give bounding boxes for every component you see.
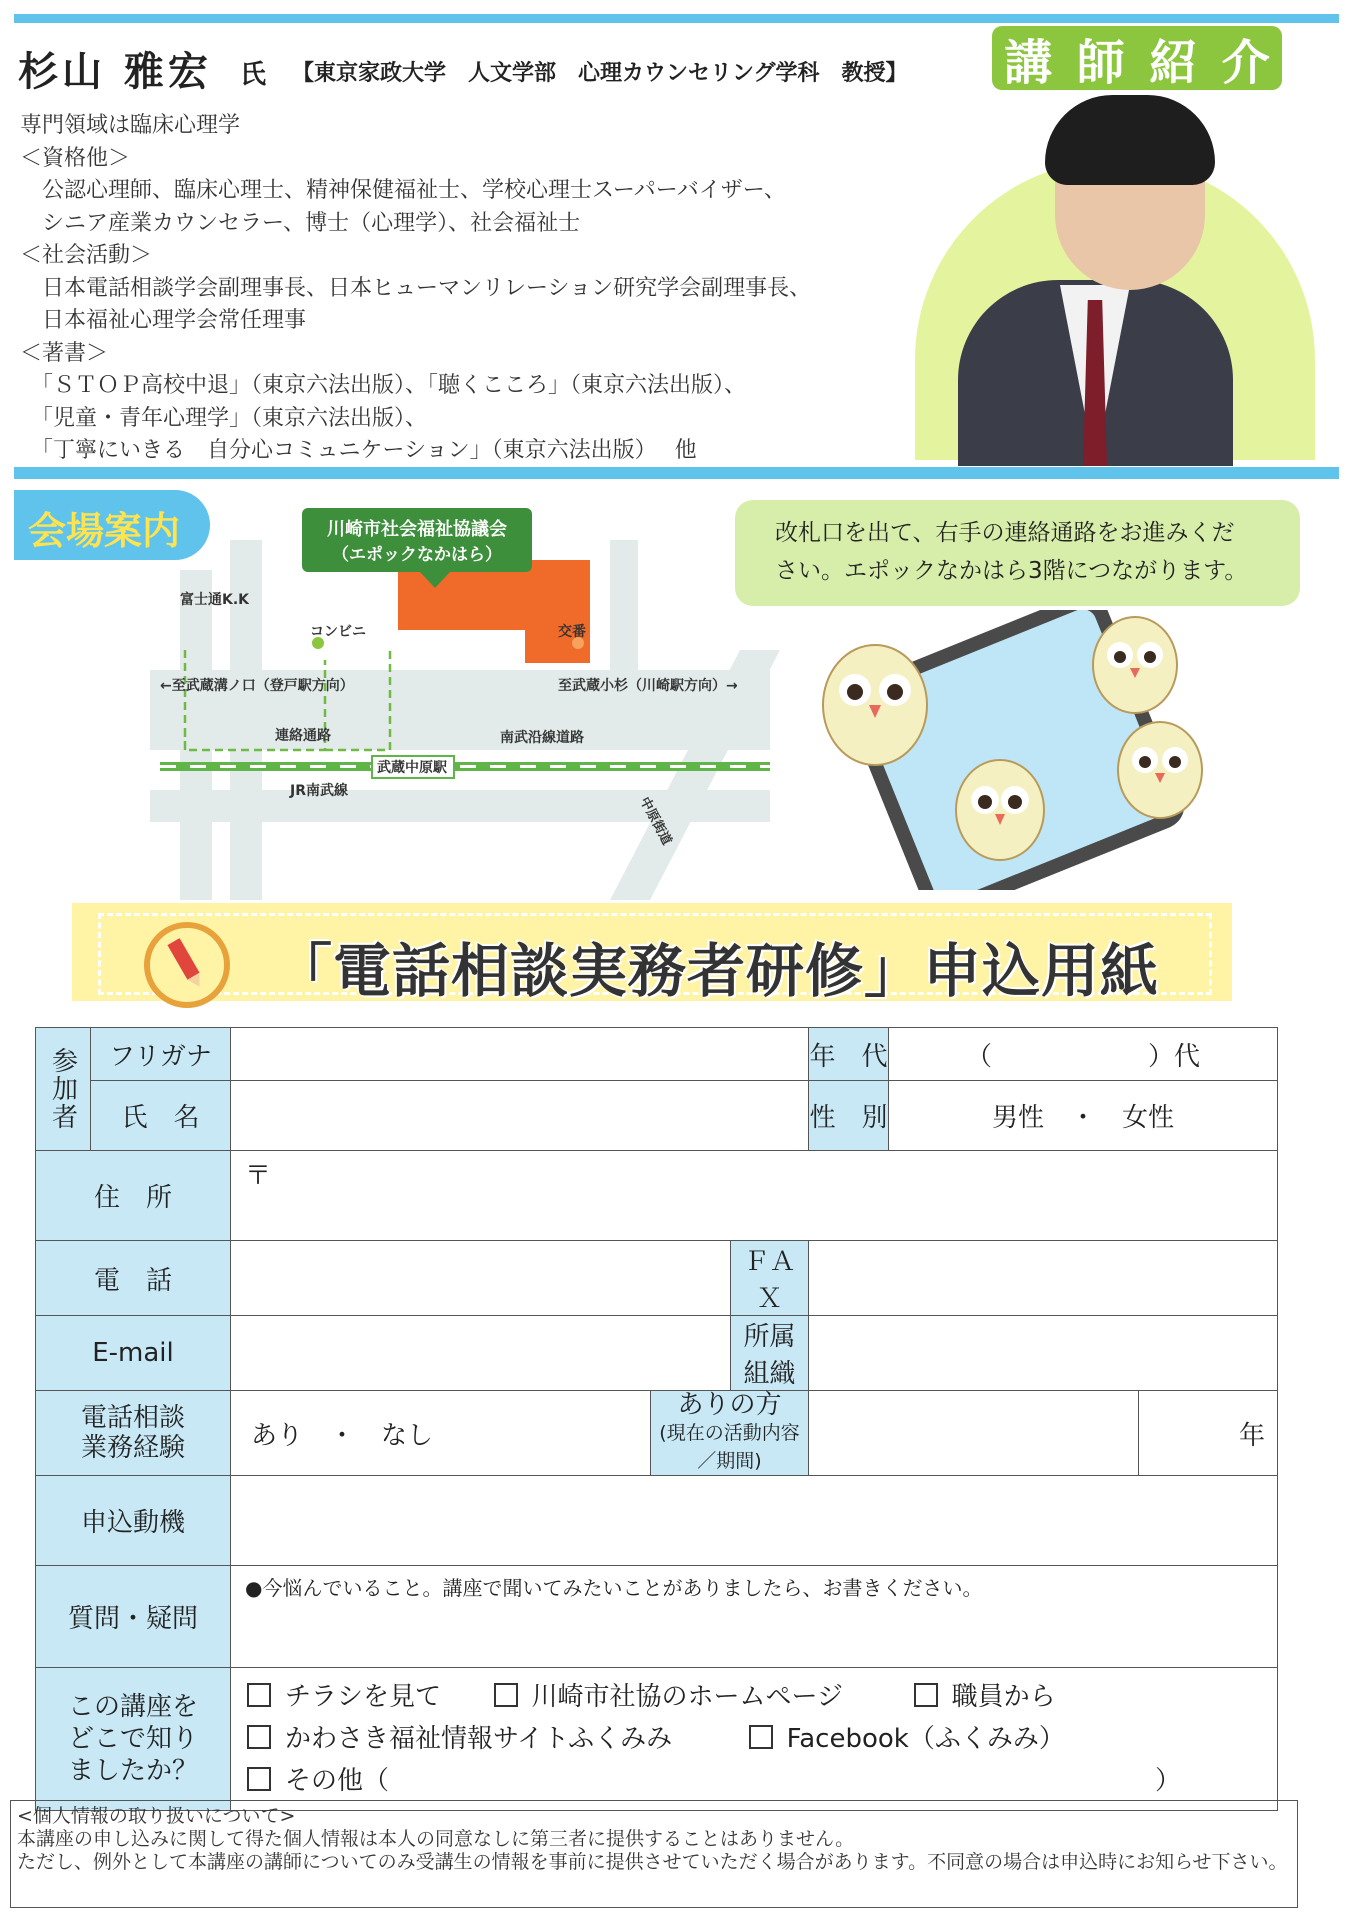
venue-map	[150, 500, 780, 900]
checkbox-icon	[749, 1725, 773, 1749]
furigana-label: フリガナ	[91, 1028, 231, 1081]
map-label: 南武沿線道路	[500, 730, 584, 746]
checkbox-other[interactable]	[247, 1766, 389, 1796]
experience-options[interactable]: あり ・ なし	[231, 1391, 651, 1476]
map-label: JR南武線	[290, 783, 348, 799]
gender-label: 性 別	[809, 1081, 889, 1151]
age-input[interactable]: （ ）代	[889, 1028, 1278, 1081]
pencil-icon	[144, 922, 230, 1008]
checkbox-icon	[247, 1725, 271, 1749]
map-label: ←至武蔵溝ノ口（登戸駅方向）	[160, 678, 354, 694]
phone-input[interactable]	[231, 1241, 731, 1316]
name-input[interactable]	[231, 1081, 809, 1151]
instructor-honorific: 氏	[240, 60, 267, 90]
checkbox-icon	[494, 1683, 518, 1707]
map-label: コンビニ	[310, 624, 366, 640]
other-close-paren: ）	[1155, 1766, 1182, 1796]
checkbox-label: チラシを見て	[285, 1682, 442, 1712]
map-label: 至武蔵小杉（川崎駅方向）→	[558, 678, 738, 694]
email-input[interactable]	[231, 1316, 731, 1391]
checkbox-flyer[interactable]	[247, 1682, 441, 1712]
map-label: 富士通K.K	[180, 592, 250, 608]
top-divider	[14, 14, 1339, 23]
age-label: 年 代	[809, 1028, 889, 1081]
instructor-bio: 専門領域は臨床心理学 ＜資格他＞ 公認心理師、臨床心理士、精神保健福祉士、学校心理士スーパーバイザー、 シニア産業カウンセラー、博士（心理学）、社会福祉士 ＜社会活動＞ 日本電話相談学会副理事長、日本ヒューマンリレーション研究学会副理事長、 日本福祉心理学会常任理事 ＜著書＞ 「ＳＴＯＰ高校中退」（東京六法出版）、「聴くこころ」（東京六法出版）、 「児童・青年心理学」（東京六法出版）、 「丁寧にいきる 自分心コミュニケーション」（東京六法出版） 他	[20, 113, 812, 463]
owl-icon	[956, 760, 1044, 860]
map-label: 川崎市社会福祉協議会	[327, 519, 507, 540]
checkbox-icon	[914, 1683, 938, 1707]
experience-label	[36, 1391, 231, 1476]
application-form	[35, 1027, 1278, 1811]
checkbox-icon	[247, 1683, 271, 1707]
org-label: 所属組織	[731, 1316, 809, 1391]
furigana-input[interactable]	[231, 1028, 809, 1081]
checkbox-homepage[interactable]	[494, 1682, 843, 1712]
checkbox-fukumimi-site[interactable]	[247, 1724, 672, 1754]
experience-label-line: 電話相談	[80, 1403, 185, 1433]
gender-options[interactable]: 男性 ・ 女性	[889, 1081, 1278, 1151]
checkbox-label: 職員から	[951, 1682, 1056, 1712]
questions-hint: ●今悩んでいること。講座で聞いてみたいことがありましたら、お書きください。	[245, 1576, 983, 1600]
source-label-line: ましたか？	[67, 1756, 198, 1786]
checkbox-staff[interactable]	[914, 1682, 1056, 1712]
participant-label: 参加者	[36, 1028, 91, 1151]
source-label	[36, 1668, 231, 1811]
photo-hair	[1045, 95, 1215, 185]
experience-detail-input[interactable]	[809, 1391, 1139, 1476]
privacy-line: ただし、例外として本講座の講師についてのみ受講生の情報を事前に提供させていただく場合があります。不同意の場合は申込時にお知らせ下さい。	[17, 1851, 1288, 1873]
source-label-line: どこで知り	[67, 1724, 198, 1754]
checkbox-label: かわさき福祉情報サイトふくみみ	[285, 1724, 673, 1754]
source-options	[231, 1668, 1278, 1811]
map-label: （エポックなかはら）	[332, 545, 502, 565]
name-label: 氏 名	[91, 1081, 231, 1151]
map-label: 武蔵中原駅	[377, 760, 447, 776]
smartphone-owls-illustration	[805, 610, 1225, 890]
address-label: 住 所	[36, 1151, 231, 1241]
questions-label: 質問・疑問	[36, 1566, 231, 1668]
title-char: 師	[1076, 34, 1125, 91]
instructor-section-title	[992, 26, 1282, 90]
experience-years[interactable]: 年	[1139, 1391, 1278, 1476]
checkbox-label: その他（	[285, 1766, 390, 1796]
directions-text: 改札口を出て、右手の連絡通路をお進みくだ さい。エポックなかはら3階につながります。	[775, 520, 1248, 584]
checkbox-label: 川崎市社協のホームページ	[531, 1682, 844, 1712]
source-option-row	[247, 1718, 1261, 1760]
venue-title: 会場案内	[28, 509, 181, 553]
experience-detail-line: (現在の活動内容／期間)	[659, 1422, 800, 1472]
fax-label: ＦＡＸ	[731, 1241, 809, 1316]
source-option-row	[247, 1760, 1261, 1802]
email-label: E-mail	[36, 1316, 231, 1391]
experience-detail-label	[651, 1391, 809, 1476]
checkbox-label: Facebook（ふくみみ）	[786, 1724, 1065, 1754]
questions-input[interactable]	[231, 1566, 1278, 1668]
privacy-title: <個人情報の取り扱いについて>	[17, 1805, 296, 1827]
motive-input[interactable]	[231, 1476, 1278, 1566]
title-char: 介	[1221, 34, 1270, 91]
form-title: 「電話相談実務者研修」申込用紙	[274, 937, 1160, 1005]
privacy-notice	[10, 1800, 1298, 1908]
motive-label: 申込動機	[36, 1476, 231, 1566]
experience-detail-line: ありの方	[677, 1390, 782, 1420]
instructor-affiliation: 【東京家政大学 人文学部 心理カウンセリング学科 教授】	[292, 61, 908, 86]
mid-divider	[14, 467, 1339, 479]
privacy-line: 本講座の申し込みに関して得た個人情報は本人の同意なしに第三者に提供することはありません。	[17, 1828, 855, 1850]
title-char: 紹	[1149, 34, 1198, 91]
owl-icon	[1093, 617, 1177, 713]
phone-label: 電 話	[36, 1241, 231, 1316]
title-char: 講	[1004, 34, 1053, 91]
map-label: 連絡通路	[275, 728, 331, 744]
experience-label-line: 業務経験	[80, 1433, 185, 1463]
org-input[interactable]	[809, 1316, 1278, 1391]
owl-icon	[1118, 722, 1202, 818]
instructor-name: 杉山 雅宏	[18, 49, 212, 95]
address-input[interactable]	[231, 1151, 1278, 1241]
fax-input[interactable]	[809, 1241, 1278, 1316]
source-option-row	[247, 1676, 1261, 1718]
source-label-line: この講座を	[67, 1692, 198, 1722]
owl-icon	[823, 645, 927, 765]
map-label: 中原街道	[636, 794, 675, 848]
postal-mark: 〒	[245, 1161, 272, 1191]
checkbox-icon	[247, 1767, 271, 1791]
checkbox-facebook[interactable]	[749, 1724, 1065, 1754]
map-label: 交番	[558, 624, 586, 640]
